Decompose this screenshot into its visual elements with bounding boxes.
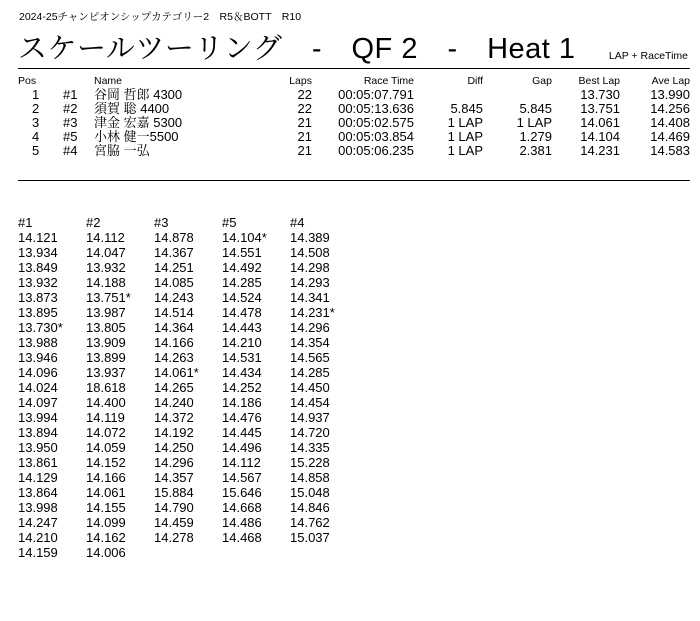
lap-time: 14.476 <box>222 410 262 425</box>
lap-time: 13.994 <box>18 410 58 425</box>
result-best-lap: 14.104 <box>580 129 620 144</box>
lap-time: 13.894 <box>18 425 58 440</box>
lap-time: 13.932 <box>18 275 58 290</box>
lap-time: 14.364 <box>154 320 194 335</box>
results-table <box>18 74 690 158</box>
lap-time: 14.047 <box>86 245 126 260</box>
result-ave-lap: 14.469 <box>650 129 690 144</box>
lap-time: 13.909 <box>86 335 126 350</box>
lap-time: 14.459 <box>154 515 194 530</box>
lap-time: 14.567 <box>222 470 262 485</box>
lap-time: 14.354 <box>290 335 330 350</box>
lap-time: 13.864 <box>18 485 58 500</box>
lap-time: 14.252 <box>222 380 262 395</box>
lap-time: 14.024 <box>18 380 58 395</box>
lap-time: 14.468 <box>222 530 262 545</box>
lap-time: 14.937 <box>290 410 330 425</box>
lap-time: 14.762 <box>290 515 330 530</box>
lap-time: 14.514 <box>154 305 194 320</box>
col-gap: Gap <box>532 75 552 87</box>
lap-time: 14.188 <box>86 275 126 290</box>
lap-time: 14.454 <box>290 395 330 410</box>
lap-time: 13.946 <box>18 350 58 365</box>
lap-time: 14.166 <box>154 335 194 350</box>
lap-column-header: #5 <box>222 215 237 230</box>
lap-time: 14.285 <box>290 365 330 380</box>
result-pos: 1 <box>32 87 40 102</box>
lap-time: 14.565 <box>290 350 330 365</box>
lap-time: 14.231* <box>290 305 335 320</box>
result-diff: 1 LAP <box>447 129 483 144</box>
lap-time: 14.112 <box>222 455 261 470</box>
result-pos: 4 <box>32 129 40 144</box>
lap-time: 14.210 <box>18 530 58 545</box>
lap-time: 14.443 <box>222 320 262 335</box>
result-driver-name: 谷岡 哲郎 4300 <box>94 87 183 102</box>
lap-time: 14.372 <box>154 410 194 425</box>
lap-time: 13.934 <box>18 245 58 260</box>
lap-time: 14.210 <box>222 335 262 350</box>
lap-time: 14.846 <box>290 500 330 515</box>
result-best-lap: 14.231 <box>580 143 620 158</box>
result-ave-lap: 13.990 <box>650 87 690 102</box>
col-laps: Laps <box>289 75 312 87</box>
result-ave-lap: 14.408 <box>650 115 690 130</box>
lap-time: 14.445 <box>222 425 262 440</box>
lap-time: 14.061* <box>154 365 199 380</box>
lap-time: 14.357 <box>154 470 194 485</box>
result-race-time: 00:05:13.636 <box>338 101 414 116</box>
lap-column <box>154 215 222 545</box>
divider-bottom <box>18 180 690 181</box>
lap-time: 14.166 <box>86 470 126 485</box>
result-row <box>18 88 690 102</box>
result-row <box>18 130 690 144</box>
result-driver-name: 須賀 聡 4400 <box>94 101 170 116</box>
lap-time: 14.720 <box>290 425 330 440</box>
lap-time: 14.341 <box>290 290 330 305</box>
lap-time: 14.097 <box>18 395 58 410</box>
lap-time: 13.861 <box>18 455 58 470</box>
lap-time: 14.434 <box>222 365 262 380</box>
lap-time: 14.186 <box>222 395 262 410</box>
lap-time: 14.096 <box>18 365 58 380</box>
lap-time: 14.296 <box>290 320 330 335</box>
lap-column-header: #1 <box>18 215 33 230</box>
result-race-time: 00:05:02.575 <box>338 115 414 130</box>
lap-time: 13.937 <box>86 365 126 380</box>
result-best-lap: 14.061 <box>580 115 620 130</box>
lap-time: 13.805 <box>86 320 126 335</box>
result-car-number: #2 <box>63 101 78 116</box>
lap-time: 14.492 <box>222 260 262 275</box>
result-laps: 22 <box>297 101 312 116</box>
col-diff: Diff <box>467 75 483 87</box>
result-race-time: 00:05:06.235 <box>338 143 414 158</box>
lap-time: 13.950 <box>18 440 58 455</box>
result-laps: 21 <box>297 115 312 130</box>
lap-time: 14.251 <box>154 260 194 275</box>
lap-time: 14.072 <box>86 425 126 440</box>
lap-column <box>18 215 86 560</box>
result-race-time: 00:05:07.791 <box>338 87 414 102</box>
lap-time: 18.618 <box>86 380 126 395</box>
lap-time: 14.496 <box>222 440 262 455</box>
event-subtitle: 2024-25チャンピオンシップカテゴリー2 R5＆BOTT R10 <box>19 11 302 23</box>
lap-time: 14.152 <box>86 455 126 470</box>
lap-time: 14.061 <box>86 485 126 500</box>
lap-time: 14.129 <box>18 470 58 485</box>
lap-column-header: #4 <box>290 215 305 230</box>
lap-time: 13.895 <box>18 305 58 320</box>
result-pos: 3 <box>32 115 40 130</box>
lap-time: 14.085 <box>154 275 194 290</box>
result-race-time: 00:05:03.854 <box>338 129 414 144</box>
lap-time: 14.265 <box>154 380 194 395</box>
lap-time: 15.048 <box>290 485 330 500</box>
result-laps: 21 <box>297 143 312 158</box>
page-title: スケールツーリング - QF 2 - Heat 1 <box>18 33 576 65</box>
lap-time: 14.531 <box>222 350 262 365</box>
result-row <box>18 116 690 130</box>
lap-time: 14.247 <box>18 515 58 530</box>
result-pos: 2 <box>32 101 40 116</box>
lap-time: 14.878 <box>154 230 194 245</box>
lap-time: 14.298 <box>290 260 330 275</box>
lap-column-header: #2 <box>86 215 101 230</box>
results-body <box>18 88 690 158</box>
lap-time: 14.389 <box>290 230 330 245</box>
divider-top <box>18 68 690 69</box>
lap-time: 14.400 <box>86 395 126 410</box>
col-pos: Pos <box>18 75 37 87</box>
result-row <box>18 144 690 158</box>
lap-time: 14.293 <box>290 275 330 290</box>
lap-time: 14.159 <box>18 545 58 560</box>
result-ave-lap: 14.256 <box>650 101 690 116</box>
result-gap: 2.381 <box>519 143 552 158</box>
result-gap: 5.845 <box>519 101 552 116</box>
lap-time: 14.486 <box>222 515 262 530</box>
result-driver-name: 津金 宏嘉 5300 <box>94 115 183 130</box>
results-header <box>18 74 690 88</box>
lap-time: 14.059 <box>86 440 126 455</box>
lap-time: 14.524 <box>222 290 262 305</box>
result-car-number: #1 <box>63 87 78 102</box>
lap-time: 14.858 <box>290 470 330 485</box>
lap-time: 14.263 <box>154 350 194 365</box>
lap-column <box>86 215 154 560</box>
result-car-number: #3 <box>63 115 78 130</box>
lap-time: 14.250 <box>154 440 194 455</box>
result-diff: 5.845 <box>450 101 483 116</box>
col-race-time: Race Time <box>363 75 414 87</box>
lap-time: 15.228 <box>290 455 330 470</box>
lap-time: 14.162 <box>86 530 126 545</box>
lap-time: 14.006 <box>86 545 126 560</box>
lap-time: 13.730* <box>18 320 63 335</box>
result-laps: 21 <box>297 129 312 144</box>
lap-time: 15.037 <box>290 530 330 545</box>
result-best-lap: 13.751 <box>580 101 620 116</box>
result-diff: 1 LAP <box>447 143 483 158</box>
lap-time: 14.790 <box>154 500 194 515</box>
lap-time: 14.551 <box>222 245 262 260</box>
lap-time: 13.932 <box>86 260 126 275</box>
result-laps: 22 <box>297 87 312 102</box>
lap-time: 14.278 <box>154 530 194 545</box>
lap-time: 14.367 <box>154 245 194 260</box>
lap-column <box>290 215 358 545</box>
col-name: Name <box>94 75 123 87</box>
col-ave-lap: Ave Lap <box>651 75 690 87</box>
result-pos: 5 <box>32 143 40 158</box>
lap-time: 14.099 <box>86 515 126 530</box>
lap-time: 13.899 <box>86 350 126 365</box>
result-best-lap: 13.730 <box>580 87 620 102</box>
lap-time: 14.240 <box>154 395 194 410</box>
lap-time: 14.121 <box>18 230 58 245</box>
lap-time: 14.155 <box>86 500 126 515</box>
lap-time: 13.998 <box>18 500 58 515</box>
lap-time: 13.849 <box>18 260 58 275</box>
lap-time: 13.987 <box>86 305 126 320</box>
lap-time: 13.873 <box>18 290 58 305</box>
lap-time: 14.478 <box>222 305 262 320</box>
lap-column-header: #3 <box>154 215 169 230</box>
col-best-lap: Best Lap <box>578 75 620 87</box>
result-row <box>18 102 690 116</box>
result-ave-lap: 14.583 <box>650 143 690 158</box>
lap-time: 13.751* <box>86 290 131 305</box>
lap-time: 14.112 <box>86 230 125 245</box>
lap-time: 15.884 <box>154 485 194 500</box>
lap-time: 14.119 <box>86 410 125 425</box>
result-car-number: #4 <box>63 143 78 158</box>
lap-time: 14.668 <box>222 500 262 515</box>
result-car-number: #5 <box>63 129 78 144</box>
lap-time: 14.335 <box>290 440 330 455</box>
lap-time: 14.243 <box>154 290 194 305</box>
result-gap: 1.279 <box>519 129 552 144</box>
lap-column <box>222 215 290 545</box>
result-diff: 1 LAP <box>447 115 483 130</box>
result-driver-name: 宮脇 一弘 <box>94 143 150 158</box>
lap-time: 14.285 <box>222 275 262 290</box>
result-driver-name: 小林 健一5500 <box>94 129 179 144</box>
lap-time: 14.508 <box>290 245 330 260</box>
result-gap: 1 LAP <box>516 115 552 130</box>
lap-time: 13.988 <box>18 335 58 350</box>
lap-time: 15.646 <box>222 485 262 500</box>
lap-time: 14.450 <box>290 380 330 395</box>
mode-label: LAP + RaceTime <box>608 50 688 62</box>
lap-time: 14.192 <box>154 425 194 440</box>
lap-time: 14.104* <box>222 230 267 245</box>
lap-time: 14.296 <box>154 455 194 470</box>
